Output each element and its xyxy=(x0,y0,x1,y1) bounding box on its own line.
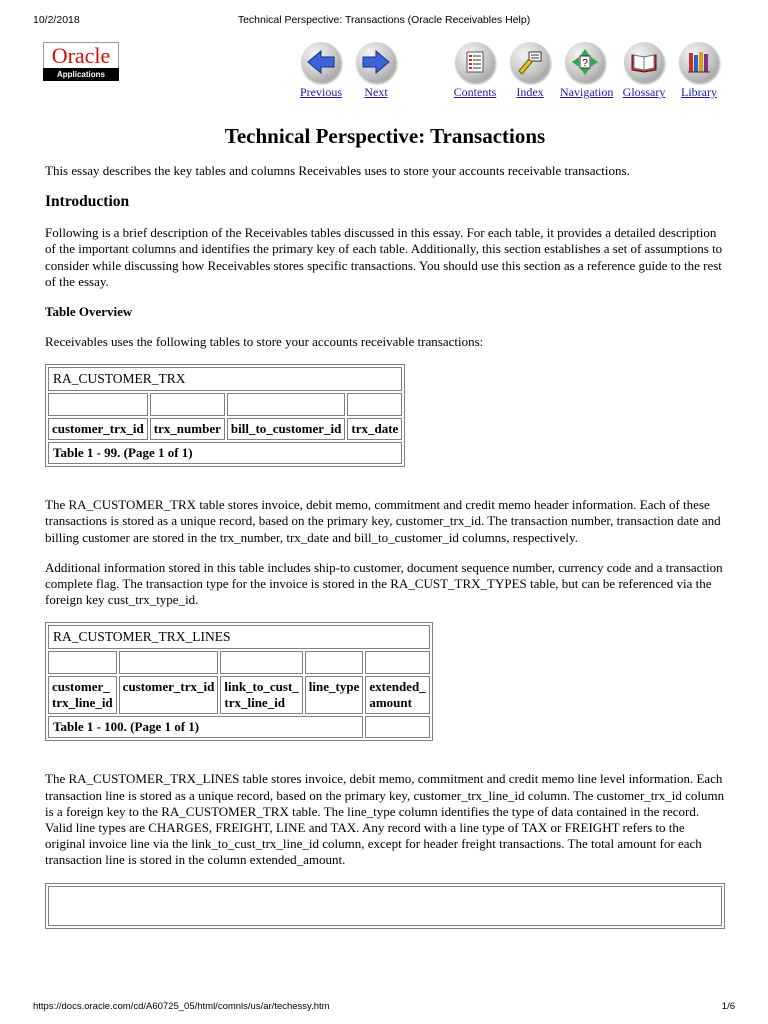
ra-customer-trx-table xyxy=(45,364,405,467)
oracle-applications-logo[interactable] xyxy=(43,42,119,82)
column-header: trx_number xyxy=(150,418,225,440)
column-header-line: trx_line_id xyxy=(52,695,113,711)
nav-next-label[interactable]: Next xyxy=(364,85,388,99)
nav-library-label[interactable]: Library xyxy=(681,85,717,99)
column-header: customer_trx_id xyxy=(48,418,148,440)
nav-navigation[interactable] xyxy=(560,42,614,100)
table-cell xyxy=(365,716,429,738)
arrow-left-icon[interactable] xyxy=(301,42,341,82)
nav-previous[interactable] xyxy=(296,42,346,100)
arrow-right-icon[interactable] xyxy=(356,42,396,82)
table-name: RA_CUSTOMER_TRX xyxy=(48,367,402,391)
nav-navigation-label[interactable]: Navigation xyxy=(560,85,614,99)
column-header-line: customer_ xyxy=(52,679,110,695)
column-header-line: amount xyxy=(369,695,412,711)
intro-paragraph: This essay describes the key tables and columns Receivables uses to store your accounts receivable transactions. xyxy=(45,163,630,178)
table-cell xyxy=(150,393,225,416)
table-cell xyxy=(119,651,219,674)
applications-logo-text: Applications xyxy=(43,68,119,81)
table-cell xyxy=(365,651,429,674)
nav-next[interactable] xyxy=(351,42,401,100)
customer-trx-lines-paragraph: The RA_CUSTOMER_TRX_LINES table stores invoice, debit memo, commitment and credit memo line level information. Each transaction line is stored as a unique record, based on the primary key, customer_trx_line_id column. The customer_trx_id column is a foreign key to the RA_CUSTOMER_TRX table. The line_type column identifies the type of data contained in the record. Valid line types are CHARGES, FREIGHT, LINE and TAX. Any record with a line type of TAX or FREIGHT refers to the original invoice line via the link_to_cust_trx_line_id column, except for header freight transactions. The total amount for each transaction line is stored in the column extended_amount. xyxy=(45,771,725,868)
table-cell xyxy=(227,393,346,416)
nav-glossary-label[interactable]: Glossary xyxy=(622,85,666,99)
nav-index-label[interactable]: Index xyxy=(516,85,544,99)
column-header-line: line_type xyxy=(308,679,360,695)
table-cell xyxy=(347,393,402,416)
column-header-line: link_to_cust_ xyxy=(224,679,299,695)
column-header xyxy=(119,676,219,714)
table-overview-heading: Table Overview xyxy=(45,304,133,320)
library-books-icon[interactable] xyxy=(679,42,719,82)
essay-content xyxy=(45,110,725,929)
table-cell xyxy=(48,393,148,416)
column-header xyxy=(220,676,302,714)
customer-trx-paragraph-1: The RA_CUSTOMER_TRX table stores invoice, debit memo, commitment and credit memo header information. Each of these transactions is stored as a unique record, based on the primary key, customer_trx_id. The transaction number, transaction date and billing customer are stored in the trx_number, trx_date and bill_to_customer_id columns, respectively. xyxy=(45,497,721,545)
nav-index[interactable] xyxy=(505,42,555,100)
print-date: 10/2/2018 xyxy=(33,14,80,26)
table-overview-paragraph: Receivables uses the following tables to store your accounts receivable transactions: xyxy=(45,334,484,350)
nav-contents[interactable] xyxy=(450,42,500,100)
page-url: https://docs.oracle.com/cd/A60725_05/html/comnls/us/ar/techessy.htm xyxy=(33,1001,330,1012)
table-name: RA_CUSTOMER_TRX_LINES xyxy=(48,625,430,649)
column-header xyxy=(365,676,429,714)
page-number: 1/6 xyxy=(721,1001,735,1012)
nav-previous-label[interactable]: Previous xyxy=(300,85,342,99)
ra-customer-trx-lines-table xyxy=(45,622,433,741)
column-header-line: extended_ xyxy=(369,679,426,695)
contents-list-icon[interactable] xyxy=(455,42,495,82)
navigation-compass-icon[interactable] xyxy=(565,42,605,82)
column-header: bill_to_customer_id xyxy=(227,418,346,440)
table-caption: Table 1 - 99. (Page 1 of 1) xyxy=(48,442,402,464)
print-footer xyxy=(33,1001,735,1015)
print-title: Technical Perspective: Transactions (Oracle Receivables Help) xyxy=(237,14,531,26)
table-cell xyxy=(305,651,364,674)
nav-library[interactable] xyxy=(674,42,724,100)
introduction-heading: Introduction xyxy=(45,193,130,211)
column-header-line: trx_line_id xyxy=(224,695,286,711)
oracle-logo-text: Oracle xyxy=(43,42,119,70)
svg-text:?: ? xyxy=(582,58,588,69)
introduction-paragraph: Following is a brief description of the Receivables tables discussed in this essay. For each table, it provides a detailed description of the important columns and identifies the primary key of each table. Additionally, this section establishes a set of assumptions to consider while discussing how Receivables stores specific transactions. You should use this section as a reference guide to the rest of the essay. xyxy=(45,225,723,289)
page-title: Technical Perspective: Transactions xyxy=(224,124,546,148)
column-header: trx_date xyxy=(347,418,402,440)
column-header-line: customer_trx_id xyxy=(122,679,215,695)
index-pointer-icon[interactable] xyxy=(510,42,550,82)
table-cell xyxy=(220,651,302,674)
nav-glossary[interactable] xyxy=(619,42,669,100)
table-cell xyxy=(48,651,117,674)
table-caption: Table 1 - 100. (Page 1 of 1) xyxy=(48,716,363,738)
nav-contents-label[interactable]: Contents xyxy=(453,85,497,99)
print-header xyxy=(33,14,735,28)
column-header xyxy=(305,676,364,714)
next-table-partial xyxy=(45,883,725,929)
column-header xyxy=(48,676,117,714)
customer-trx-paragraph-2: Additional information stored in this table includes ship-to customer, document sequence number, currency code and a transaction complete flag. The transaction type for the invoice is stored in the RA_CUST_TRX_TYPES table, but can be referenced via the foreign key cust_trx_type_id. xyxy=(45,559,723,608)
glossary-book-icon[interactable] xyxy=(624,42,664,82)
